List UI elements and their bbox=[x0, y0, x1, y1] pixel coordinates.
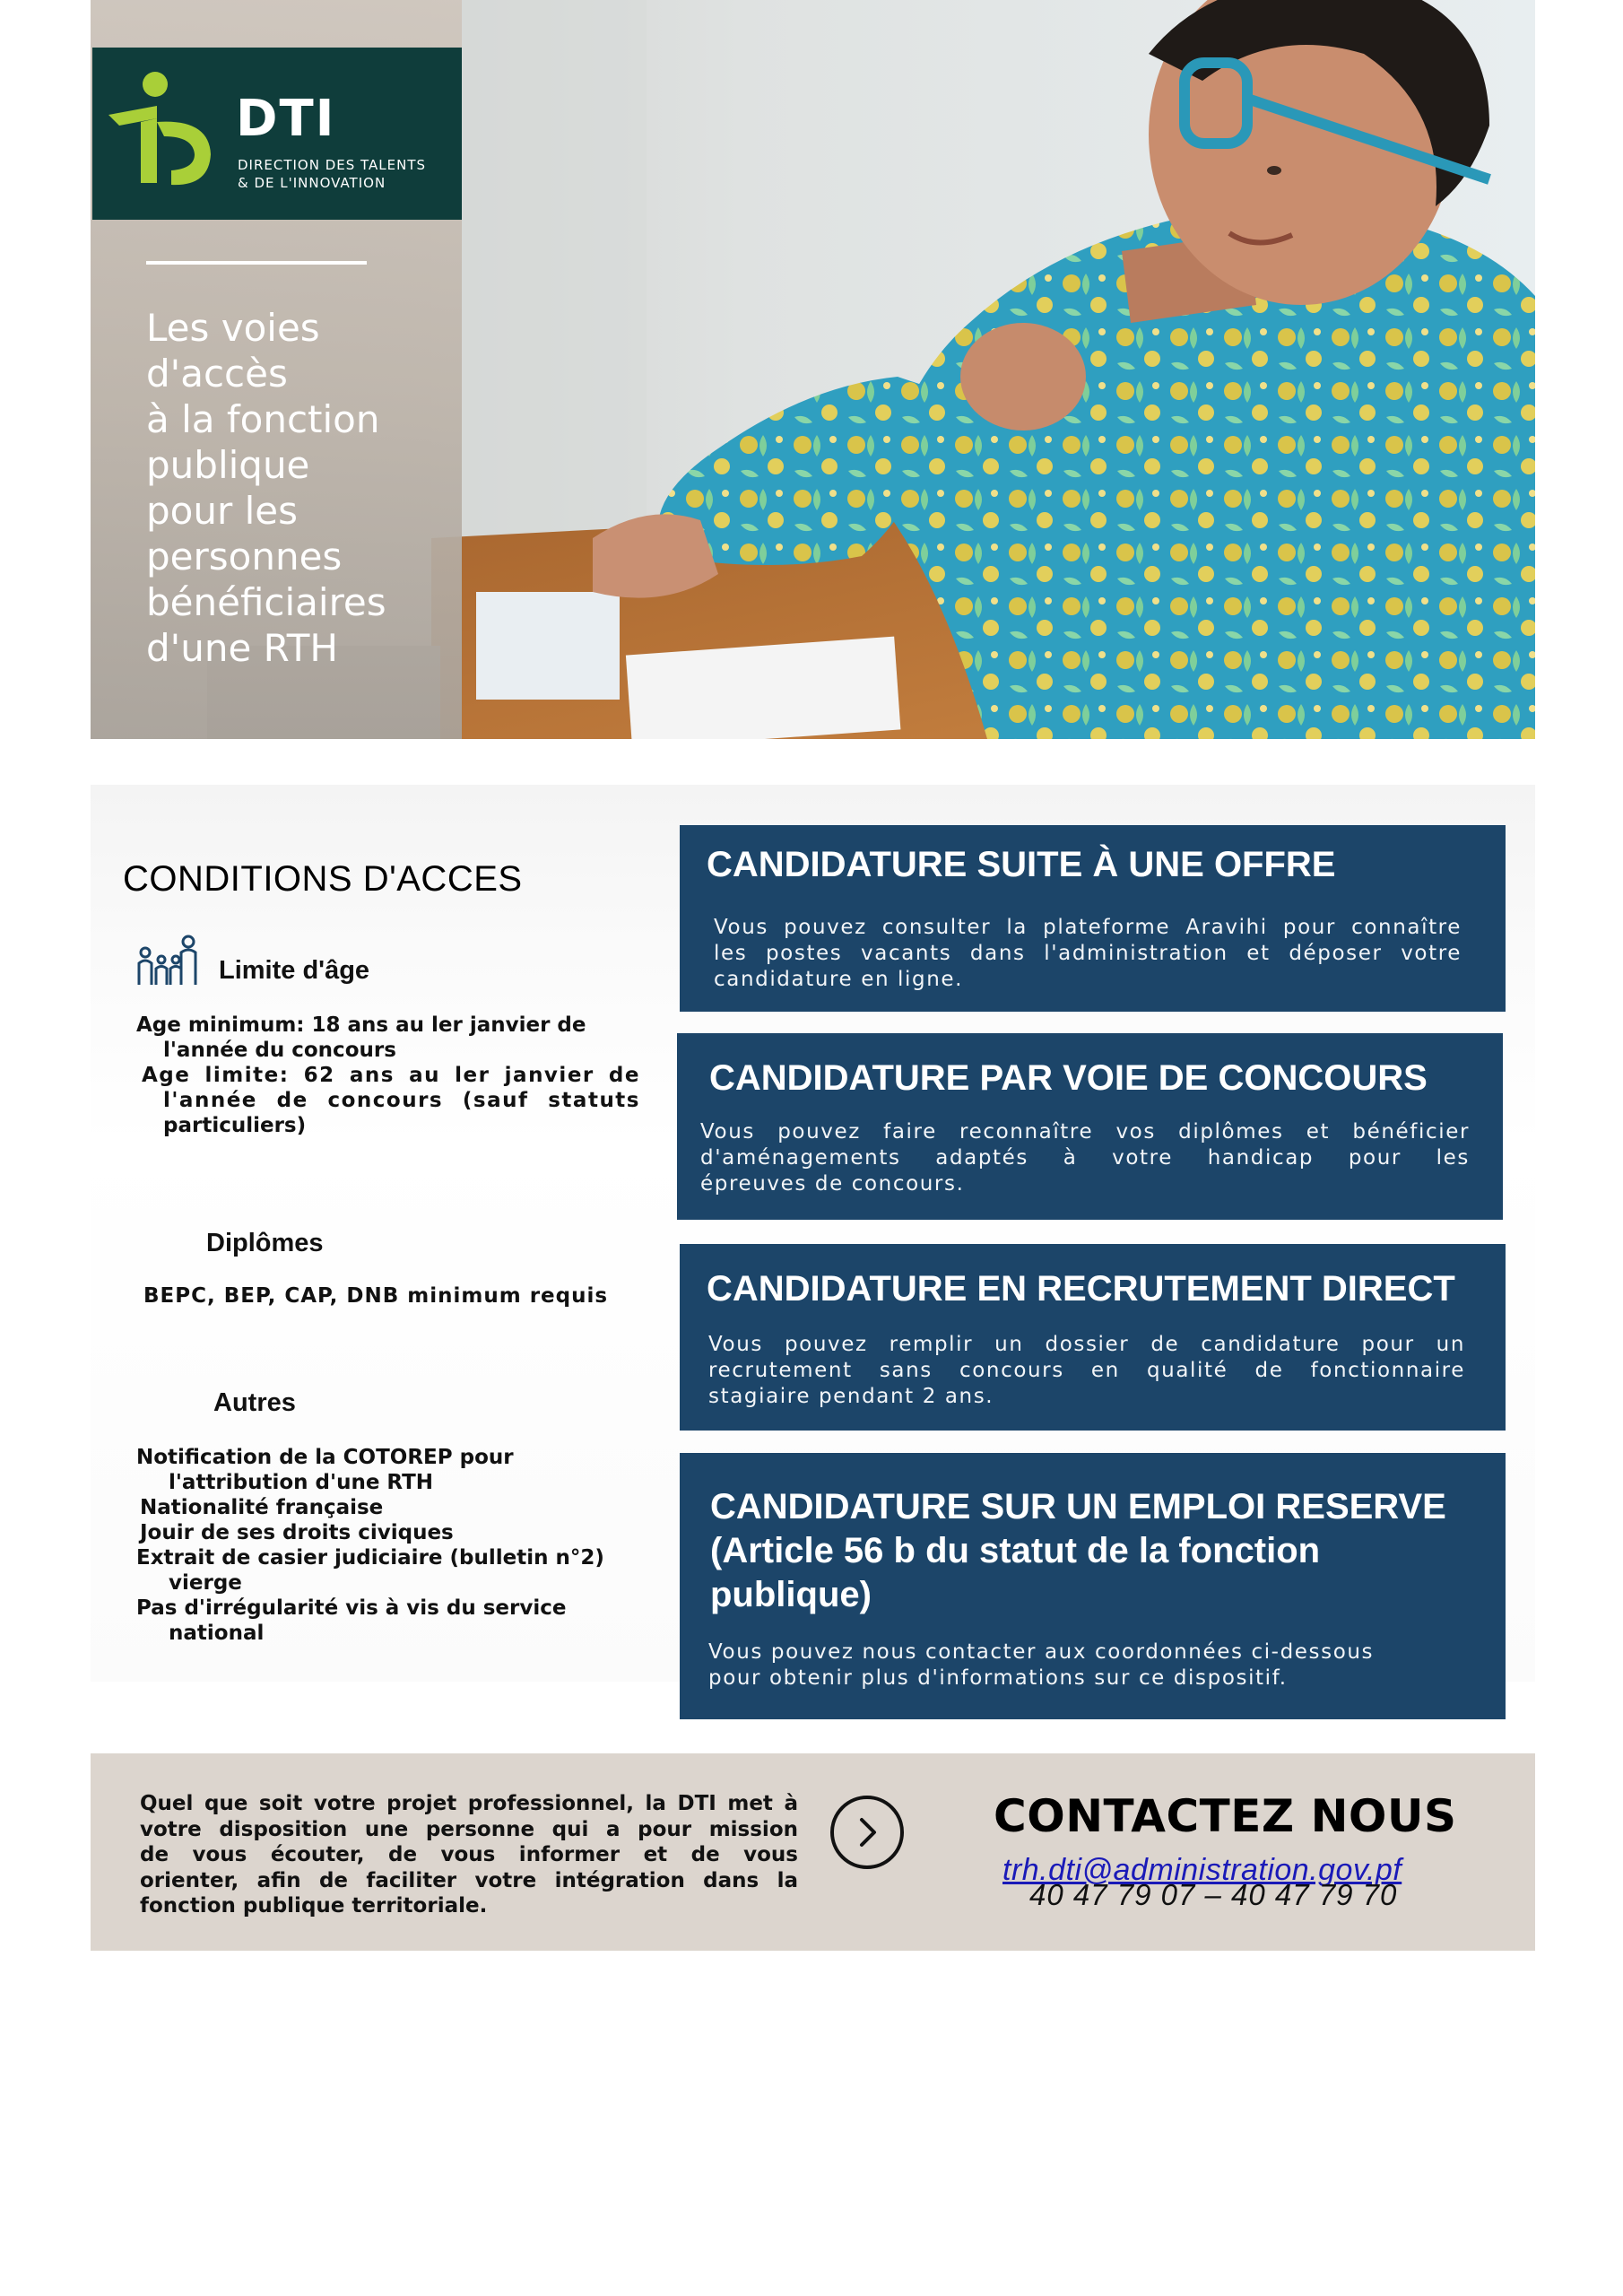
age-limit-heading: Limite d'âge bbox=[219, 956, 370, 985]
hero-divider bbox=[146, 261, 367, 265]
contact-email-link[interactable]: trh.dti@administration.gov.pf bbox=[1002, 1853, 1402, 1887]
hero-title-line: personnes bbox=[146, 535, 343, 578]
card-text-line: candidature en ligne. bbox=[714, 968, 964, 991]
card-reserved-employment bbox=[680, 1453, 1506, 1719]
age-limit-list bbox=[136, 1013, 640, 1138]
other-condition-line: vierge bbox=[169, 1571, 242, 1595]
other-condition-line: l'attribution d'une RTH bbox=[169, 1471, 434, 1494]
other-condition-line: Nationalité française bbox=[140, 1496, 384, 1519]
other-condition-line: Pas d'irrégularité vis à vis du service bbox=[136, 1596, 567, 1620]
card-text bbox=[700, 1119, 1470, 1197]
age-line: l'année du concours bbox=[163, 1039, 396, 1062]
contact-title: CONTACTEZ NOUS bbox=[994, 1790, 1457, 1842]
other-condition-line: Notification de la COTOREP pour bbox=[136, 1446, 514, 1469]
dti-logo-icon bbox=[101, 68, 218, 194]
hero-title-line: à la fonction bbox=[146, 397, 380, 441]
contact-arrow-button[interactable] bbox=[830, 1796, 904, 1869]
card-title: CANDIDATURE SUITE À UNE OFFRE bbox=[707, 845, 1336, 884]
other-conditions-list bbox=[136, 1445, 638, 1646]
hero-title-line: Les voies bbox=[146, 306, 320, 350]
card-text-line: Vous pouvez remplir un dossier de candidature pour un bbox=[708, 1333, 1465, 1356]
other-conditions-heading: Autres bbox=[213, 1388, 296, 1417]
card-text-line: recrutement sans concours en qualité de fonctionnaire bbox=[708, 1359, 1465, 1382]
age-line: Age minimum: 18 ans au ler janvier de bbox=[136, 1013, 586, 1037]
contact-description-line: de vous écouter, de vous informer et de vous bbox=[140, 1843, 798, 1866]
dti-logo[interactable] bbox=[92, 48, 462, 220]
conditions-title: CONDITIONS D'ACCES bbox=[123, 859, 523, 899]
other-condition-line: national bbox=[169, 1622, 265, 1645]
card-text-line: Vous pouvez faire reconnaître vos diplômes et bénéficier bbox=[700, 1120, 1470, 1144]
contact-description-line: Quel que soit votre projet professionnel, la DTI met à bbox=[140, 1792, 798, 1815]
diplomas-heading: Diplômes bbox=[206, 1229, 324, 1257]
card-text-line: Vous pouvez nous contacter aux coordonnées ci-dessous bbox=[708, 1640, 1375, 1664]
age-line: Age limite: 62 ans au ler janvier de bbox=[142, 1064, 640, 1087]
hero-title-line: d'accès bbox=[146, 352, 288, 396]
contact-description-line: votre disposition une personne qui a pour mission bbox=[140, 1817, 798, 1841]
card-text-line: Vous pouvez consulter la plateforme Aravihi pour connaître bbox=[714, 916, 1462, 939]
other-condition-line: Jouir de ses droits civiques bbox=[140, 1521, 454, 1544]
card-text bbox=[708, 1332, 1465, 1410]
age-line: l'année de concours (sauf statuts bbox=[163, 1089, 640, 1112]
card-text-line: d'aménagements adaptés à votre handicap pour les bbox=[700, 1146, 1470, 1170]
family-icon bbox=[135, 933, 197, 988]
card-title: CANDIDATURE EN RECRUTEMENT DIRECT bbox=[707, 1269, 1455, 1309]
other-condition-line: Extrait de casier judiciaire (bulletin n°2) bbox=[136, 1546, 604, 1570]
age-line: particuliers) bbox=[163, 1114, 307, 1137]
hero-title-line: d'une RTH bbox=[146, 626, 338, 670]
logo-wordmark: DTI bbox=[236, 90, 336, 148]
hero-title-line: publique bbox=[146, 443, 310, 487]
card-text bbox=[714, 915, 1462, 993]
card-title-line: publique) bbox=[710, 1575, 872, 1614]
card-text bbox=[708, 1639, 1480, 1692]
card-title-line: (Article 56 b du statut de la fonction bbox=[710, 1531, 1321, 1570]
logo-subtitle-line1: DIRECTION DES TALENTS bbox=[238, 157, 427, 173]
card-competition-application bbox=[677, 1033, 1503, 1220]
contact-description-line: orienter, afin de faciliter votre intégration dans la bbox=[140, 1868, 798, 1892]
logo-subtitle-line2: & DE L'INNOVATION bbox=[238, 175, 386, 191]
card-text-line: pour obtenir plus d'informations sur ce dispositif. bbox=[708, 1666, 1288, 1690]
contact-description bbox=[140, 1791, 798, 1919]
card-title bbox=[710, 1485, 1499, 1617]
hero-title bbox=[146, 305, 442, 671]
hero-title-line: pour les bbox=[146, 489, 298, 533]
contact-phone: 40 47 79 07 – 40 47 79 70 bbox=[1029, 1878, 1398, 1911]
chevron-right-icon bbox=[849, 1814, 885, 1850]
card-direct-recruitment bbox=[680, 1244, 1506, 1431]
card-offer-application bbox=[680, 825, 1506, 1012]
card-text-line: stagiaire pendant 2 ans. bbox=[708, 1385, 994, 1408]
contact-description-line: fonction publique territoriale. bbox=[140, 1894, 488, 1918]
card-text-line: épreuves de concours. bbox=[700, 1172, 965, 1196]
card-title-line: CANDIDATURE SUR UN EMPLOI RESERVE bbox=[710, 1487, 1446, 1526]
diplomas-text: BEPC, BEP, CAP, DNB minimum requis bbox=[143, 1284, 609, 1308]
card-title: CANDIDATURE PAR VOIE DE CONCOURS bbox=[709, 1058, 1428, 1098]
hero-title-line: bénéficiaires bbox=[146, 580, 386, 624]
hero-banner bbox=[91, 0, 1535, 739]
card-text-line: les postes vacants dans l'administration et déposer votre bbox=[714, 942, 1462, 965]
